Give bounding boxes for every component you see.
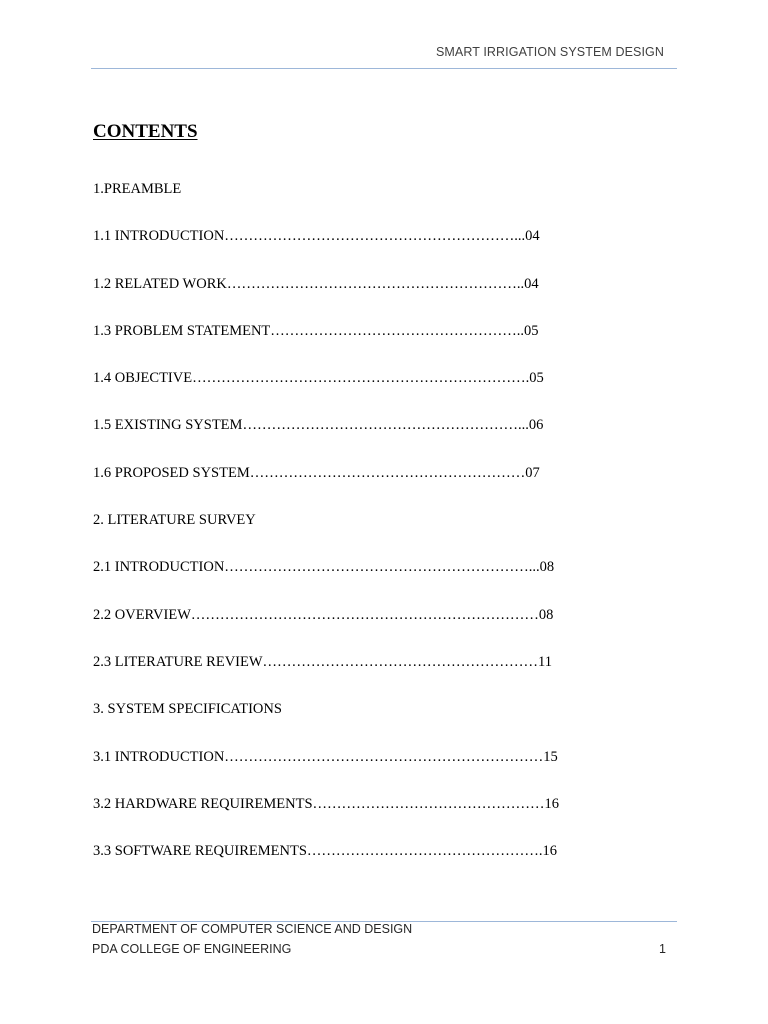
toc-entry-leader: ……………………………………………………...04	[224, 228, 540, 245]
footer-college: PDA COLLEGE OF ENGINEERING	[92, 942, 292, 956]
toc-entry-leader: …………………………………………………07	[249, 464, 540, 481]
toc-entry	[93, 840, 559, 887]
toc-entry-leader: …………………………………………………11	[262, 653, 553, 670]
toc-entry-leader: ……………………………………………………..04	[226, 275, 539, 292]
toc-entry-leader: ………………………………………………………………08	[190, 606, 554, 623]
toc-entry-label: 1.2 RELATED WORK	[93, 275, 227, 292]
toc-entry-leader: …………………………………………………………….05	[192, 370, 544, 387]
toc-entry	[93, 225, 559, 272]
toc-entry-label: 3.3 SOFTWARE REQUIREMENTS	[93, 843, 307, 860]
toc-entry-label: 1.4 OBJECTIVE	[93, 370, 193, 387]
toc-entry	[93, 556, 559, 603]
toc-entry-leader: ………………………………………….16	[306, 843, 558, 860]
toc-entry	[93, 746, 559, 793]
toc-entry-label: 2.1 INTRODUCTION	[93, 559, 225, 576]
toc-entry-label: 1.5 EXISTING SYSTEM	[93, 417, 243, 434]
toc-entry-label: 1.1 INTRODUCTION	[93, 228, 225, 245]
toc-entry	[93, 793, 559, 840]
toc-entry-leader: ………………………………………………………...08	[224, 559, 555, 576]
toc-entry-leader: …………………………………………………………15	[224, 748, 558, 765]
toc-entry-leader: …………………………………………16	[312, 795, 560, 812]
footer-department: DEPARTMENT OF COMPUTER SCIENCE AND DESIGN	[92, 922, 413, 936]
toc-entry	[93, 414, 559, 461]
running-header: SMART IRRIGATION SYSTEM DESIGN	[435, 45, 664, 59]
toc-entry-label: 2.3 LITERATURE REVIEW	[93, 653, 263, 670]
toc-entry-literature-survey	[93, 509, 559, 556]
toc-entry	[93, 462, 559, 509]
toc-entry-label: 1.6 PROPOSED SYSTEM	[93, 464, 250, 481]
table-of-contents	[93, 178, 559, 887]
toc-entry-leader: ……………………………………………..05	[270, 322, 539, 339]
toc-entry	[93, 367, 559, 414]
page-number: 1	[659, 942, 666, 956]
toc-entry-leader: …………………………………………………...06	[242, 417, 544, 434]
toc-entry-label: 3. SYSTEM SPECIFICATIONS	[93, 701, 282, 718]
toc-entry-preamble	[93, 178, 559, 225]
toc-entry-label: 3.2 HARDWARE REQUIREMENTS	[93, 795, 313, 812]
toc-entry	[93, 604, 559, 651]
toc-entry-label: 2. LITERATURE SURVEY	[93, 512, 256, 529]
toc-entry-label: 2.2 OVERVIEW	[93, 606, 191, 623]
toc-entry-label: 1.3 PROBLEM STATEMENT	[93, 322, 271, 339]
toc-entry	[93, 651, 559, 698]
toc-entry	[93, 273, 559, 320]
contents-heading: CONTENTS	[93, 121, 198, 142]
toc-entry-label: 1.PREAMBLE	[93, 181, 182, 197]
toc-entry-system-specifications	[93, 698, 559, 745]
toc-entry	[93, 320, 559, 367]
header-divider	[91, 68, 677, 69]
toc-entry-label: 3.1 INTRODUCTION	[93, 748, 225, 765]
